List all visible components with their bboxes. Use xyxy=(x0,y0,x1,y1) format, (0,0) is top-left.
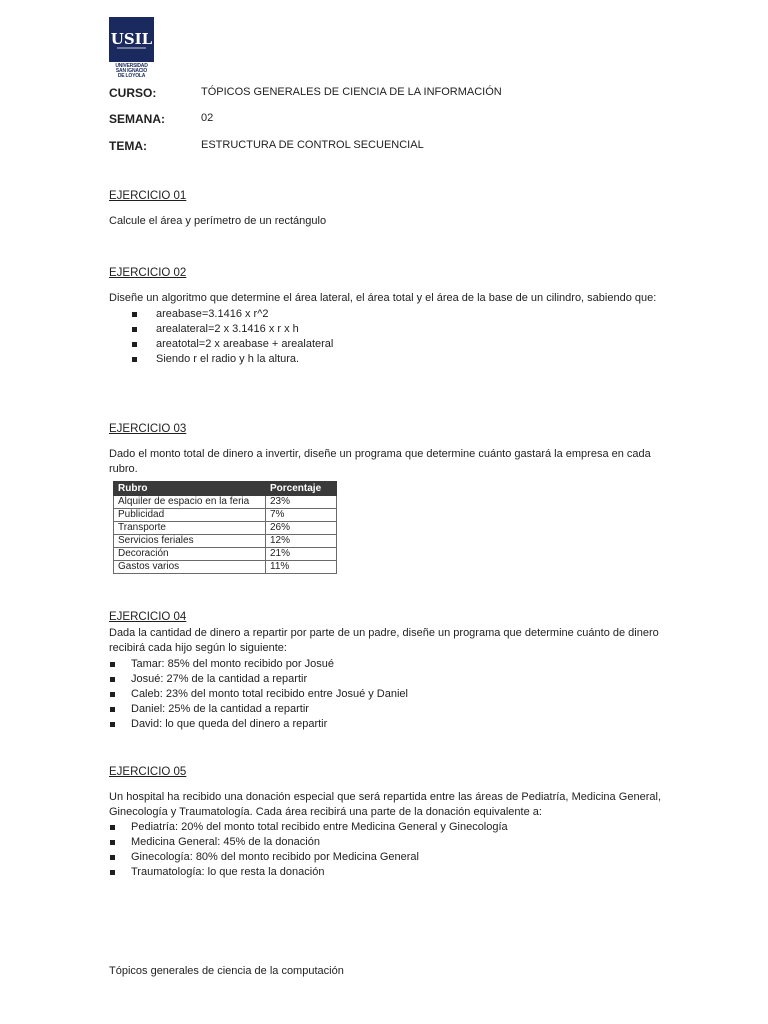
list-item: David: lo que queda del dinero a repartir xyxy=(109,717,661,732)
table-header-row xyxy=(114,482,337,496)
children-list xyxy=(109,657,661,732)
square-bullet-icon xyxy=(132,312,137,317)
curso-label: CURSO: xyxy=(109,86,157,100)
table-cell: 7% xyxy=(266,509,337,522)
rubros-table xyxy=(113,481,337,574)
table-cell: 11% xyxy=(266,561,337,574)
table-cell: Decoración xyxy=(114,548,266,561)
table-cell: 21% xyxy=(266,548,337,561)
exercise-title: EJERCICIO 01 xyxy=(109,190,187,202)
list-item: arealateral=2 x 3.1416 x r x h xyxy=(109,322,661,337)
exercise-title: EJERCICIO 03 xyxy=(109,423,187,435)
table-cell: Gastos varios xyxy=(114,561,266,574)
square-bullet-icon xyxy=(110,692,115,697)
semana-value: 02 xyxy=(201,112,214,124)
list-item: Caleb: 23% del monto total recibido entre Josué y Daniel xyxy=(109,687,661,702)
table-row xyxy=(114,509,337,522)
square-bullet-icon xyxy=(132,357,137,362)
exercise-01 xyxy=(109,189,661,229)
table-row xyxy=(114,522,337,535)
list-item: Josué: 27% de la cantidad a repartir xyxy=(109,672,661,687)
page-footer: Tópicos generales de ciencia de la computación xyxy=(109,965,344,977)
list-item: Ginecología: 80% del monto recibido por Medicina General xyxy=(109,850,661,865)
list-item: Daniel: 25% de la cantidad a repartir xyxy=(109,702,661,717)
square-bullet-icon xyxy=(110,722,115,727)
list-item: areatotal=2 x areabase + arealateral xyxy=(109,337,661,352)
exercise-title: EJERCICIO 04 xyxy=(109,611,187,623)
table-row xyxy=(114,561,337,574)
square-bullet-icon xyxy=(110,855,115,860)
curso-value: TÓPICOS GENERALES DE CIENCIA DE LA INFORMACIÓN xyxy=(201,86,502,98)
list-item: Traumatología: lo que resta la donación xyxy=(109,865,661,880)
column-header: Porcentaje xyxy=(266,482,337,496)
table-row xyxy=(114,496,337,509)
areas-list xyxy=(109,820,661,880)
square-bullet-icon xyxy=(110,840,115,845)
table-row xyxy=(114,535,337,548)
table-row xyxy=(114,548,337,561)
exercise-04 xyxy=(109,610,661,732)
table-cell: Alquiler de espacio en la feria xyxy=(114,496,266,509)
table-cell: 26% xyxy=(266,522,337,535)
column-header: Rubro xyxy=(114,482,266,496)
list-item: Siendo r el radio y h la altura. xyxy=(109,352,661,367)
exercise-title: EJERCICIO 02 xyxy=(109,267,187,279)
exercise-text: Diseñe un algoritmo que determine el área lateral, el área total y el área de la base de un cilindro, sabiendo que: xyxy=(109,292,657,304)
exercise-05 xyxy=(109,765,661,880)
exercise-02 xyxy=(109,266,661,367)
square-bullet-icon xyxy=(132,327,137,332)
table-cell: 12% xyxy=(266,535,337,548)
formula-list xyxy=(109,307,661,367)
list-item: Pediatría: 20% del monto total recibido entre Medicina General y Ginecología xyxy=(109,820,661,835)
tema-value: ESTRUCTURA DE CONTROL SECUENCIAL xyxy=(201,139,424,151)
square-bullet-icon xyxy=(110,870,115,875)
exercise-text: Un hospital ha recibido una donación especial que será repartida entre las áreas de Pediatría, Medicina General, Ginecología y Traumatología. Cada área recibirá una parte de la donación equivalente a: xyxy=(109,791,661,818)
list-item: Tamar: 85% del monto recibido por Josué xyxy=(109,657,661,672)
list-item: Medicina General: 45% de la donación xyxy=(109,835,661,850)
square-bullet-icon xyxy=(110,707,115,712)
semana-label: SEMANA: xyxy=(109,112,165,126)
table-cell: Publicidad xyxy=(114,509,266,522)
square-bullet-icon xyxy=(110,662,115,667)
square-bullet-icon xyxy=(132,342,137,347)
table-cell: Transporte xyxy=(114,522,266,535)
exercise-03 xyxy=(109,422,661,574)
exercise-text: Dada la cantidad de dinero a repartir por parte de un padre, diseñe un programa que determine cuánto de dinero recibirá cada hijo según lo siguiente: xyxy=(109,627,659,654)
square-bullet-icon xyxy=(110,825,115,830)
exercise-title: EJERCICIO 05 xyxy=(109,766,187,778)
exercise-text: Calcule el área y perímetro de un rectángulo xyxy=(109,215,327,227)
exercise-text: Dado el monto total de dinero a invertir, diseñe un programa que determine cuánto gastará la empresa en cada rubro. xyxy=(109,448,651,475)
table-cell: 23% xyxy=(266,496,337,509)
logo-subtitle: UNIVERSIDAD SAN IGNACIO DE LOYOLA xyxy=(115,63,148,79)
svg-text:USIL: USIL xyxy=(110,30,153,48)
tema-label: TEMA: xyxy=(109,139,147,153)
square-bullet-icon xyxy=(110,677,115,682)
university-logo xyxy=(109,17,154,80)
table-cell: Servicios feriales xyxy=(114,535,266,548)
list-item: areabase=3.1416 x r^2 xyxy=(109,307,661,322)
logo-mark xyxy=(109,17,154,62)
